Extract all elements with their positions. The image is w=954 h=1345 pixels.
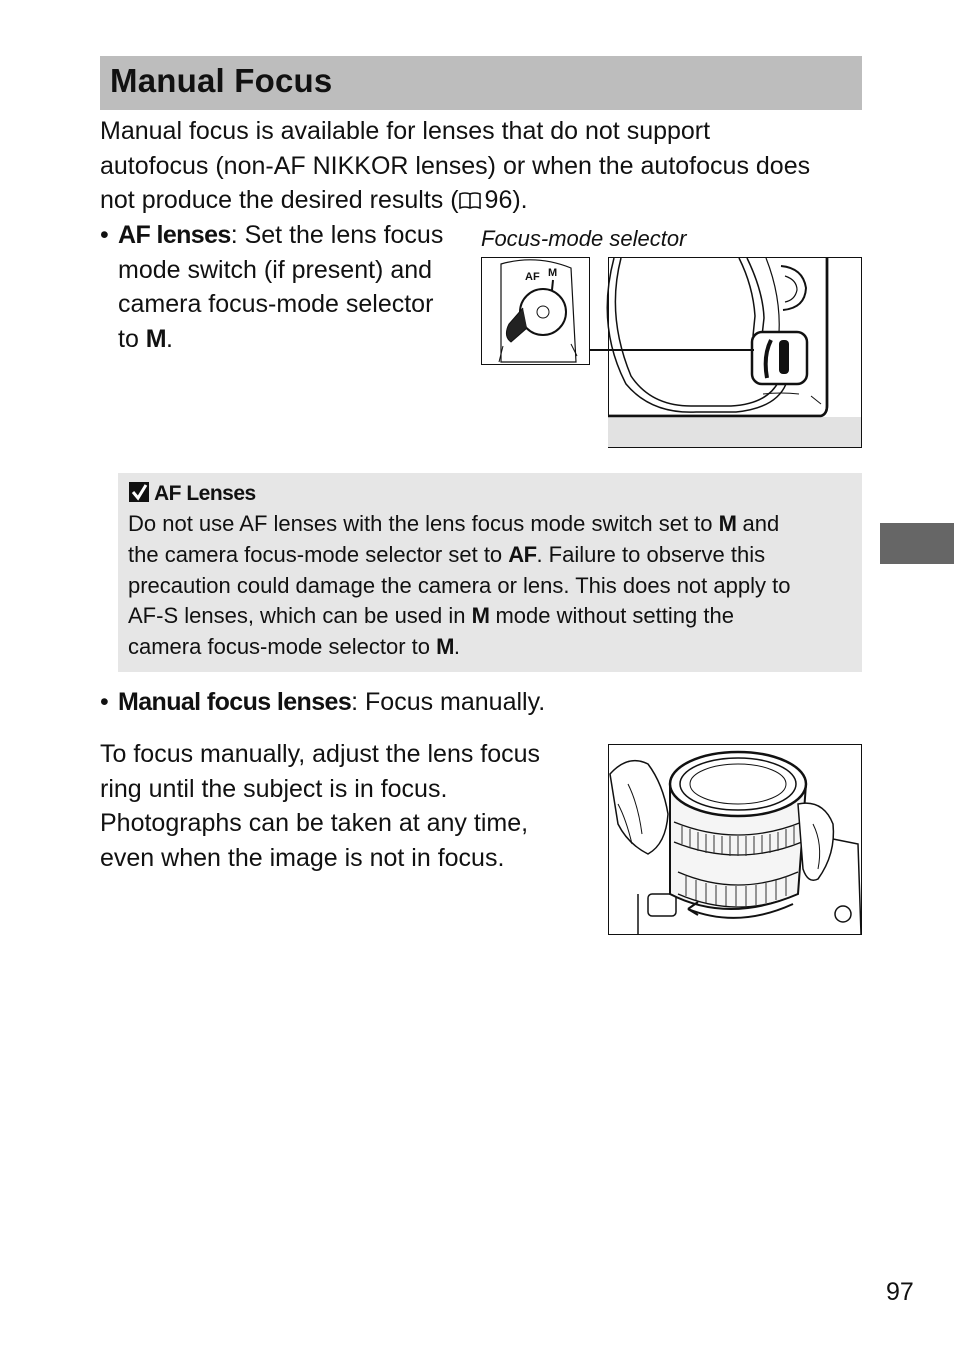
- bullet-af-lenses: [100, 218, 470, 358]
- bullet-af-line: to: [118, 324, 146, 353]
- para-line: To focus manually, adjust the lens focus: [100, 740, 541, 768]
- para-line: Photographs can be taken at any time,: [100, 809, 529, 837]
- note-text: mode without setting the: [489, 603, 734, 629]
- mode-m-label: M: [718, 511, 737, 536]
- title-bar: [100, 56, 862, 110]
- note-body: [128, 509, 858, 663]
- note-title: AF Lenses: [154, 482, 256, 505]
- bullet-dot: •: [100, 221, 109, 249]
- page-number: 97: [886, 1278, 914, 1306]
- bullet-af-line: : Set the lens focus: [230, 221, 444, 249]
- bullet-af-line: mode switch (if present) and: [118, 255, 433, 284]
- note-text: .: [453, 634, 460, 660]
- note-text: and: [736, 511, 780, 536]
- intro-text: not produce the desired results (: [100, 186, 459, 214]
- mode-m-label: M: [436, 634, 454, 660]
- note-text: . Failure to observe this: [536, 541, 766, 567]
- intro-line: autofocus (non-AF NIKKOR lenses) or when the autofocus does: [100, 151, 811, 180]
- pencil-check-icon: [128, 481, 150, 509]
- bullet-af-label: AF lenses: [118, 221, 231, 249]
- page-title: Manual Focus: [110, 62, 333, 99]
- para-line: ring until the subject is in focus.: [100, 774, 448, 803]
- page-ref-link[interactable]: 96: [484, 186, 513, 214]
- switch-af-label: AF: [525, 271, 540, 283]
- camera-front-illustration: [481, 256, 863, 449]
- bullet-manual-label: Manual focus lenses: [118, 688, 352, 716]
- bullet-dot: •: [100, 688, 109, 716]
- intro-line: [100, 183, 870, 220]
- bullet-manual-text: [118, 685, 545, 720]
- switch-m-label: M: [548, 267, 558, 279]
- mode-m-label: M: [471, 603, 490, 629]
- note-heading: [128, 481, 256, 509]
- bullet-manual-lenses: [100, 685, 600, 721]
- book-icon[interactable]: [459, 185, 481, 220]
- intro-text-end: ).: [512, 186, 528, 214]
- bullet-manual-rest: : Focus manually.: [351, 688, 546, 716]
- bullet-af-text: [118, 218, 443, 356]
- mode-m-label: M: [145, 324, 167, 353]
- note-text: the camera focus-mode selector set to: [128, 541, 509, 567]
- mode-af-label: AF: [508, 541, 537, 567]
- chapter-thumb-tab[interactable]: [880, 523, 954, 564]
- intro-line: Manual focus is available for lenses that do not support: [100, 117, 711, 145]
- note-text: Do not use AF lenses with the lens focus mode switch set to: [128, 511, 719, 536]
- note-text: AF-S lenses, which can be used in: [128, 603, 472, 629]
- af-lenses-note: [118, 473, 862, 672]
- para-line: even when the image is not in focus.: [100, 843, 505, 872]
- note-text: camera focus-mode selector to: [128, 634, 437, 660]
- bullet-af-line: camera focus-mode selector: [118, 290, 434, 318]
- note-text: precaution could damage the camera or lens. This does not apply to: [128, 572, 791, 598]
- intro-paragraph: [100, 114, 870, 220]
- focus-ring-illustration: [608, 744, 863, 936]
- figure-caption: Focus-mode selector: [481, 226, 687, 251]
- bullet-af-line: .: [166, 324, 173, 353]
- focus-paragraph: [100, 737, 580, 875]
